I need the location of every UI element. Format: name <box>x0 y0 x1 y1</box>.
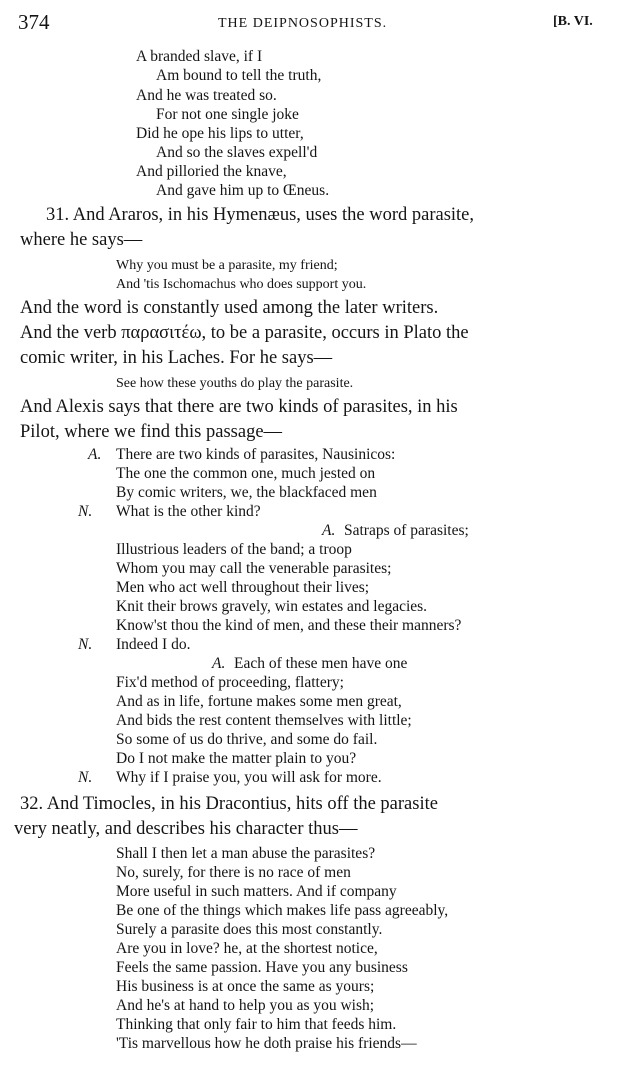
dialogue-line: So some of us do thrive, and some do fail. <box>116 731 378 748</box>
line-text: What is the other kind? <box>116 503 261 520</box>
verse-line: Thinking that only fair to him that feeds him. <box>116 1016 397 1033</box>
dialogue-line: Fix'd method of proceeding, flattery; <box>116 674 344 691</box>
dialogue-line: Illustrious leaders of the band; a troop <box>116 541 352 558</box>
dialogue-line: And as in life, fortune makes some men great, <box>116 693 402 710</box>
line-text: There are two kinds of parasites, Nausinicos: <box>116 446 396 463</box>
dialogue-line <box>212 655 407 673</box>
verse-line: And he's at hand to help you as you wish; <box>116 997 375 1014</box>
speaker-label: N. <box>78 769 93 786</box>
dialogue-line: Whom you may call the venerable parasites; <box>116 560 392 577</box>
verse-line: His business is at once the same as yours; <box>116 978 375 995</box>
text-line: A branded slave, if I <box>136 48 263 65</box>
dialogue-line: And bids the rest content themselves with little; <box>116 712 412 729</box>
prose-line: Pilot, where we find this passage— <box>20 422 283 442</box>
speaker-label: A. <box>322 522 336 539</box>
text-line: For not one single joke <box>156 106 299 123</box>
prose-line: where he says— <box>20 230 143 250</box>
verse-line: No, surely, for there is no race of men <box>116 864 351 881</box>
dialogue-line <box>322 522 469 540</box>
prose-line: comic writer, in his Laches. For he says— <box>20 348 333 368</box>
dialogue-line <box>78 503 261 521</box>
dialogue-line <box>78 636 190 654</box>
text-line: And he was treated so. <box>136 87 277 104</box>
dialogue-line: Know'st thou the kind of men, and these their manners? <box>116 617 462 634</box>
text-line: Did he ope his lips to utter, <box>136 125 304 142</box>
quote-line: See how these youths do play the parasite. <box>116 376 354 391</box>
verse-line: Feels the same passion. Have you any business <box>116 959 408 976</box>
prose-line: 31. And Araros, in his Hymenæus, uses the word parasite, <box>46 205 475 225</box>
page-number: 374 <box>18 10 50 34</box>
running-title: THE DEIPNOSOPHISTS. <box>218 16 388 31</box>
verse-line: Be one of the things which makes life pass agreeably, <box>116 902 449 919</box>
dialogue-line: Knit their brows gravely, win estates and legacies. <box>116 598 428 615</box>
dialogue-line: Do I not make the matter plain to you? <box>116 750 357 767</box>
prose-line: very neatly, and describes his character thus— <box>14 819 358 839</box>
prose-line: And Alexis says that there are two kinds of parasites, in his <box>20 397 458 417</box>
speaker-label: A. <box>88 446 102 463</box>
text-line: Am bound to tell the truth, <box>156 67 322 84</box>
dialogue-line: By comic writers, we, the blackfaced men <box>116 484 377 501</box>
prose-line: 32. And Timocles, in his Dracontius, hits off the parasite <box>20 794 438 814</box>
verse-line: Shall I then let a man abuse the parasites? <box>116 845 376 862</box>
line-text: Satraps of parasites; <box>344 522 469 539</box>
line-text: Why if I praise you, you will ask for more. <box>116 769 382 786</box>
verse-line: Are you in love? he, at the shortest notice, <box>116 940 378 957</box>
speaker-label: A. <box>212 655 226 672</box>
book-marker: [B. VI. <box>553 14 593 29</box>
dialogue-line <box>78 769 382 787</box>
speaker-label: N. <box>78 636 93 653</box>
line-text: Indeed I do. <box>116 636 191 653</box>
quote-line: Why you must be a parasite, my friend; <box>116 258 338 273</box>
speaker-label: N. <box>78 503 93 520</box>
verse-line: Surely a parasite does this most constantly. <box>116 921 383 938</box>
text-line: And pilloried the knave, <box>136 163 287 180</box>
prose-line: And the verb παρασιτέω, to be a parasite, occurs in Plato the <box>20 323 469 343</box>
verse-line: More useful in such matters. And if company <box>116 883 397 900</box>
line-text: Each of these men have one <box>234 655 408 672</box>
text-line: And gave him up to Œneus. <box>156 182 330 199</box>
quote-line: And 'tis Ischomachus who does support you. <box>116 277 367 292</box>
dialogue-line <box>88 446 395 464</box>
dialogue-line: Men who act well throughout their lives; <box>116 579 370 596</box>
verse-line: 'Tis marvellous how he doth praise his friends— <box>116 1035 417 1052</box>
prose-line: And the word is constantly used among the later writers. <box>20 298 439 318</box>
text-line: And so the slaves expell'd <box>156 144 318 161</box>
dialogue-line: The one the common one, much jested on <box>116 465 376 482</box>
